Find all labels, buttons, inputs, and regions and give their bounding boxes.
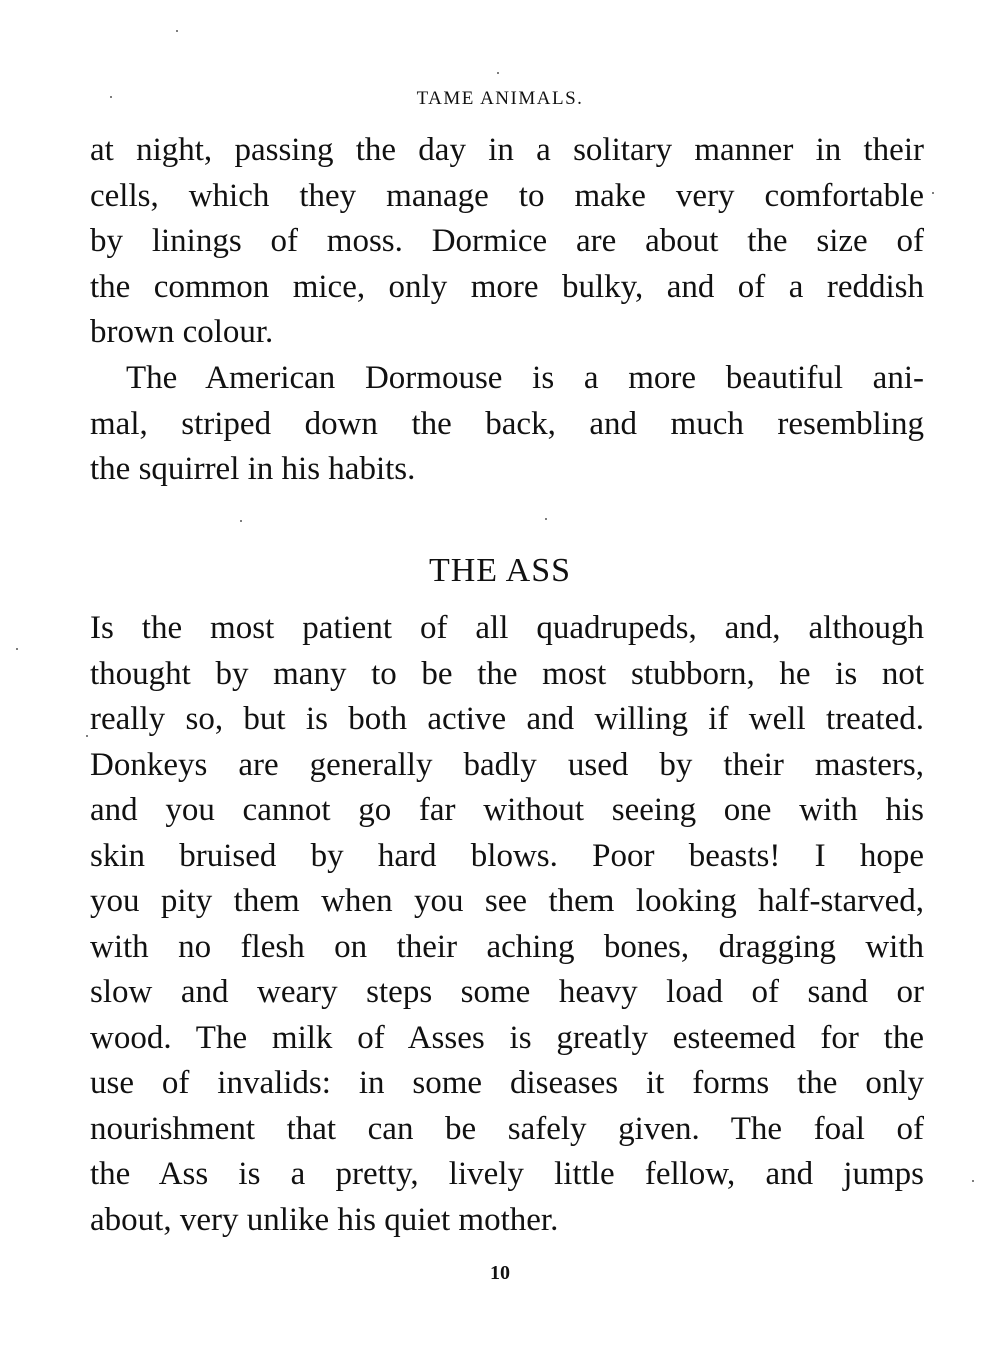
section-heading: THE ASS bbox=[428, 552, 572, 589]
scan-speck bbox=[497, 72, 499, 74]
text-line: skin bruised by hard blows. Poor beasts! I hope bbox=[90, 837, 924, 874]
page-number: 10 bbox=[490, 1262, 510, 1284]
text-line: by linings of moss. Dormice are about the size of bbox=[90, 223, 924, 259]
scan-speck bbox=[972, 1180, 974, 1182]
text-line: Is the most patient of all quadrupeds, and, although bbox=[90, 610, 924, 646]
scan-speck bbox=[240, 520, 242, 522]
text-line: about, very unlike his quiet mother. bbox=[90, 1201, 559, 1238]
paragraph-the-ass bbox=[90, 606, 924, 1243]
text-line: cells, which they manage to make very comfortable bbox=[90, 177, 924, 214]
text-line: the squirrel in his habits. bbox=[90, 451, 416, 487]
text-line: wood. The milk of Asses is greatly esteemed for the bbox=[90, 1019, 924, 1056]
scan-speck bbox=[545, 518, 547, 520]
text-line: slow and weary steps some heavy load of sand or bbox=[90, 974, 924, 1010]
paragraph-dormice-end bbox=[90, 128, 924, 356]
text-line: use of invalids: in some diseases it forms the only bbox=[90, 1065, 924, 1101]
text-line: at night, passing the day in a solitary manner in their bbox=[90, 132, 924, 168]
text-line: the Ass is a pretty, lively little fellow, and jumps bbox=[90, 1156, 924, 1192]
text-line: thought by many to be the most stubborn, he is not bbox=[90, 655, 924, 692]
scan-speck bbox=[86, 735, 88, 737]
text-line: the common mice, only more bulky, and of a reddish bbox=[90, 268, 924, 305]
text-line: Donkeys are generally badly used by their masters, bbox=[90, 746, 924, 783]
scan-speck bbox=[16, 648, 18, 650]
text-line: nourishment that can be safely given. The foal of bbox=[90, 1110, 924, 1147]
text-line: mal, striped down the back, and much resembling bbox=[90, 405, 924, 442]
text-line: with no flesh on their aching bones, dragging with bbox=[90, 928, 924, 965]
paragraph-american-dormouse bbox=[90, 356, 924, 493]
scan-speck bbox=[110, 96, 112, 98]
text-line: really so, but is both active and willing if well treated. bbox=[90, 701, 924, 737]
text-line: brown colour. bbox=[90, 314, 274, 350]
scan-speck bbox=[176, 30, 178, 32]
scan-speck bbox=[932, 192, 934, 194]
text-line: The American Dormouse is a more beautiful ani- bbox=[126, 360, 924, 396]
text-line: you pity them when you see them looking half-starved, bbox=[90, 883, 924, 919]
running-head: TAME ANIMALS. bbox=[416, 88, 584, 109]
text-line: and you cannot go far without seeing one with his bbox=[90, 792, 924, 828]
